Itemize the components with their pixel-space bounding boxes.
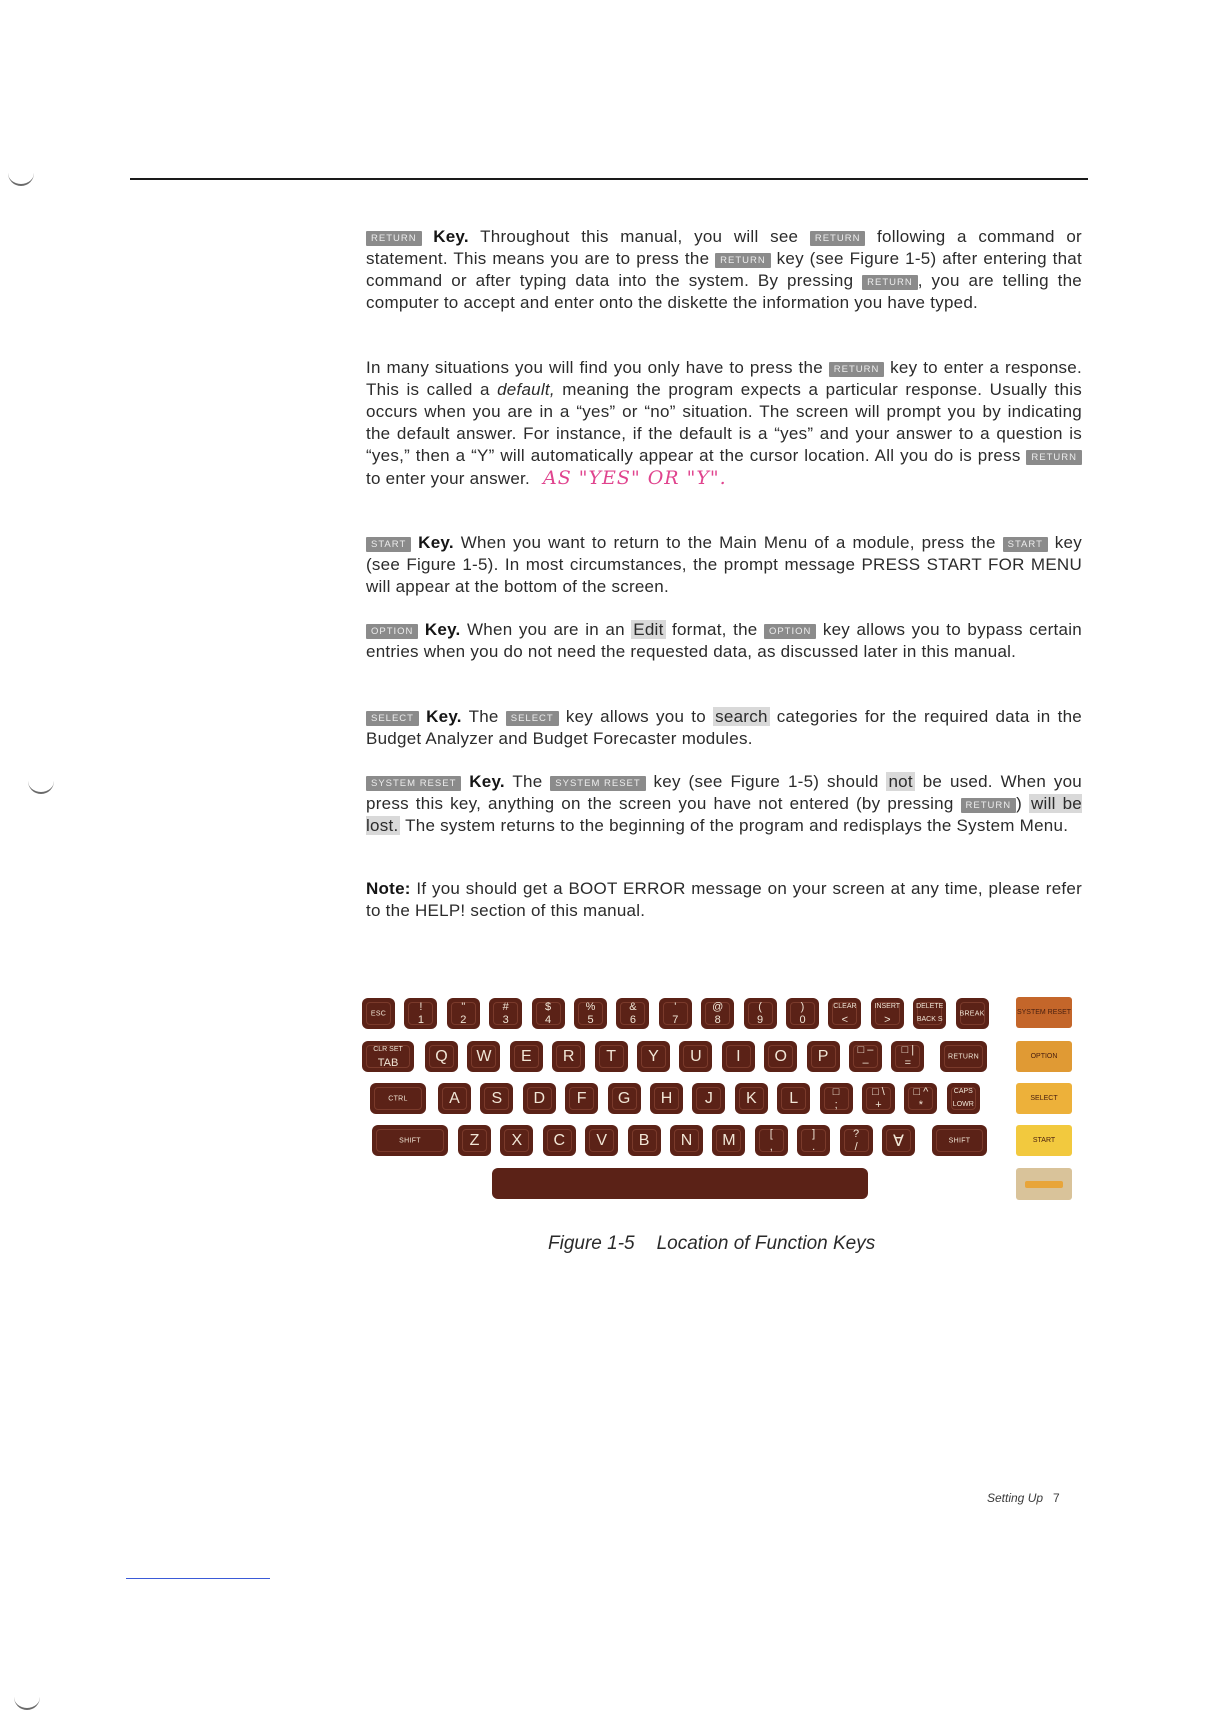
key-top-label: ( [758,1001,762,1013]
return-key-label: RETURN [810,231,866,246]
key-row2-extra-0 [849,1041,882,1072]
key-bottom-label: 8 [714,1014,721,1026]
key-label: R [562,1047,575,1065]
key-row1-4 [532,998,565,1029]
text: Throughout this manual, you will see [480,227,799,246]
paragraph-select-key [366,706,1082,750]
key-t [595,1041,628,1072]
key-shift-right [932,1125,987,1156]
text: be used. When you press this key, anything on the screen you have not entered (by pressing [366,772,1083,813]
system-reset-key-label: SYSTEM RESET [550,776,645,791]
key-label: Z [469,1131,480,1149]
key-w [467,1041,500,1072]
key-l [777,1083,810,1114]
key-z [458,1125,491,1156]
text: When you are in an [466,620,625,639]
key-e [510,1041,543,1072]
key-bottom-label: < [841,1014,849,1026]
key-row1-1 [404,998,437,1029]
key-bottom-label: / [854,1141,858,1153]
key-bottom-label: ; [834,1099,838,1111]
paragraph-system-reset-key [366,771,1082,837]
key-top-label: ] [812,1128,816,1140]
footer-section: Setting Up [987,1491,1044,1505]
text: If you should get a BOOT ERROR message on your screen at any time, please refer to the HELP! section of this manual. [366,879,1082,920]
key-n [670,1125,703,1156]
function-key-system-reset: SYSTEM RESET [1016,997,1072,1028]
text: key (see Figure 1-5) after entering that command or after typing data into the system. By pressing [366,249,1082,290]
key-label: D [533,1089,546,1107]
key-top-label: % [585,1001,596,1013]
key-label: V [596,1131,608,1149]
key-label: O [774,1047,787,1065]
key-row1-10 [786,998,819,1029]
key-row3-extra-2 [904,1083,937,1114]
key-ctrl [370,1083,426,1114]
scan-artifact-line [126,1578,270,1579]
return-key-label: RETURN [862,275,918,290]
text: format, the [672,620,758,639]
key-q [425,1041,458,1072]
return-key-label: RETURN [1026,450,1082,465]
key-g [608,1083,641,1114]
text: key (see Figure 1-5). In most circumstances, the prompt message PRESS START FOR MENU will appear at the bottom of the screen. [366,533,1082,596]
key-row1-8 [701,998,734,1029]
key-bottom-label: BACK S [916,1016,943,1023]
key-row1-13 [913,998,946,1029]
key-top-label: CAPS [953,1088,973,1095]
key-label: CTRL [388,1095,408,1102]
key-label: H [660,1089,673,1107]
key-label: G [617,1089,631,1107]
key-return [940,1041,987,1072]
key-top-label: CLEAR [833,1003,857,1010]
return-key-label: RETURN [961,798,1017,813]
key-bottom-label: 0 [799,1014,806,1026]
key-y [637,1041,670,1072]
key-label: ESC [370,1010,387,1017]
key-row1-7 [659,998,692,1029]
key-bottom-label: – [862,1057,869,1069]
key-label: F [576,1089,587,1107]
key-row1-11 [828,998,861,1029]
key-row1-14 [956,998,989,1029]
key-row1-3 [489,998,522,1029]
key-o [764,1041,797,1072]
key-a [438,1083,471,1114]
key-f [565,1083,598,1114]
text: ) [1016,794,1023,813]
scan-margin-mark [14,1696,40,1710]
key-label: SHIFT [399,1137,421,1144]
key-top-label: [ [769,1128,773,1140]
key-row1-5 [574,998,607,1029]
page-number: 7 [1053,1491,1060,1505]
handwritten-annotation: AS "YES" OR "Y". [543,467,727,489]
key-row1-0 [362,998,395,1029]
key-s [480,1083,513,1114]
key-top-label: □ [832,1086,840,1098]
option-key-label: OPTION [366,624,418,639]
key-r [552,1041,585,1072]
key-label: E [520,1047,532,1065]
start-key-label: START [366,537,411,552]
page-footer [987,1491,1060,1505]
key-h [650,1083,683,1114]
figure-number: Figure 1-5 [548,1233,635,1254]
key-label: X [511,1131,523,1149]
key-v [585,1125,618,1156]
key-heading: Key. [433,227,469,246]
function-key-start: START [1016,1125,1072,1156]
return-key-label: RETURN [715,253,771,268]
key-top-label: □ \ [872,1086,885,1098]
paragraph-default [366,357,1082,490]
text: key allows you to bypass certain entries when you do not need the requested data, as discussed later in this manual. [366,620,1082,661]
key-row4-extra-1 [797,1125,830,1156]
key-row2-extra-1 [891,1041,924,1072]
key-bottom-label: > [884,1014,891,1026]
key-top-label: ! [419,1001,423,1013]
key-bottom-label: 1 [417,1014,424,1026]
text: key to enter a response. This is called a [366,358,1082,399]
text: to enter your answer. [366,469,531,488]
key-atari [882,1125,915,1156]
select-key-label: SELECT [506,711,559,726]
edit-highlight: Edit [633,620,664,639]
text: When you want to return to the Main Menu of a module, press the [460,533,996,552]
key-label: BREAK [959,1010,985,1017]
key-label: Ɐ [893,1132,904,1150]
key-label: A [449,1089,460,1107]
key-top-label: ' [674,1001,677,1013]
key-label: T [606,1047,616,1065]
text: The system returns to the beginning of the program and redisplays the System Menu. [405,816,1069,835]
key-spacebar [492,1168,868,1199]
key-bottom-label: TAB [377,1057,399,1069]
key-k [735,1083,768,1114]
select-key-label: SELECT [366,711,419,726]
key-label: P [817,1047,829,1065]
key-d [523,1083,556,1114]
key-label: Q [435,1047,448,1065]
key-label: I [736,1047,741,1065]
text: meaning the program expects a particular response. Usually this occurs when you are in a “yes” or “no” situation. The screen will prompt you by indicating the default answer. For instance, if the default is a “yes” and your answer to a question is “yes,” then a “Y” will automatically appear at the cursor location. All you do is press [366,380,1082,465]
scan-margin-mark [8,172,34,186]
system-reset-key-label: SYSTEM RESET [366,776,461,791]
key-label: K [745,1089,757,1107]
key-caps [947,1083,980,1114]
key-bottom-label: 4 [545,1014,552,1026]
key-top-label: @ [712,1001,724,1013]
key-top-label: INSERT [874,1003,901,1010]
return-key-label: RETURN [366,231,422,246]
key-heading: Key. [426,707,462,726]
key-bottom-label: + [875,1099,882,1111]
key-label: C [553,1131,566,1149]
header-rule [130,178,1088,180]
paragraph-return-key [366,226,1082,314]
note-heading: Note: [366,879,411,898]
key-top-label: □ | [901,1044,915,1056]
default-term: default, [497,380,555,399]
key-heading: Key. [469,772,505,791]
key-label: SHIFT [948,1137,971,1144]
key-label: N [680,1131,693,1149]
key-shift-left [372,1125,448,1156]
paragraph-note [366,878,1082,922]
key-row4-extra-0 [755,1125,788,1156]
text: , you are telling the computer to accept and enter onto the diskette the information you have typed. [366,271,1082,312]
text: In many situations you will find you only have to press the [366,358,823,377]
key-bottom-label: = [904,1057,912,1069]
text: The [468,707,499,726]
function-key-blank [1016,1168,1072,1200]
key-row4-extra-2 [840,1125,873,1156]
key-bottom-label: 9 [757,1014,764,1026]
key-bottom-label: 5 [587,1014,594,1026]
key-bottom-label: LOWR [952,1101,974,1108]
key-p [807,1041,840,1072]
key-top-label: DELETE [916,1003,944,1010]
key-m [712,1125,745,1156]
key-row1-12 [871,998,904,1029]
key-bottom-label: 7 [672,1014,679,1026]
key-top-label: $ [545,1001,552,1013]
key-bottom-label: , [769,1141,773,1153]
key-label: Y [648,1047,659,1065]
start-key-label: START [1003,537,1048,552]
key-label: U [690,1047,702,1065]
key-heading: Key. [424,620,461,639]
key-bottom-label: 2 [460,1014,467,1026]
key-u [679,1041,712,1072]
search-highlight: search [715,707,768,726]
text: following a command or statement. This means you are to press the [366,227,1082,268]
will-be-lost-highlight: will be lost. [366,794,1082,835]
key-row1-9 [744,998,777,1029]
key-row1-2 [447,998,480,1029]
key-label: M [722,1131,736,1149]
key-top-label: & [629,1001,637,1013]
return-key-label: RETURN [829,362,885,377]
key-stripe [1025,1181,1063,1188]
key-i [722,1041,755,1072]
key-tab [362,1041,414,1072]
key-top-label: □ – [857,1044,874,1056]
key-top-label: ) [800,1001,805,1013]
key-row3-extra-1 [862,1083,895,1114]
key-top-label: □ ^ [913,1086,929,1098]
key-x [500,1125,533,1156]
key-row1-6 [616,998,649,1029]
function-key-option: OPTION [1016,1041,1072,1072]
scan-margin-mark [28,780,54,794]
key-top-label: ? [853,1128,860,1140]
text: key allows you to [565,707,706,726]
key-label: L [789,1089,799,1107]
option-key-label: OPTION [764,624,816,639]
key-bottom-label: . [812,1141,816,1153]
key-label: S [491,1089,503,1107]
text: key (see Figure 1-5) should [653,772,879,791]
function-key-select: SELECT [1016,1083,1072,1114]
key-top-label: CLR SET [373,1046,403,1053]
key-c [543,1125,576,1156]
figure-caption [548,1233,875,1255]
paragraph-start-key [366,532,1082,598]
key-row3-extra-0 [820,1083,853,1114]
key-label: J [704,1089,713,1107]
key-bottom-label: * [918,1099,924,1111]
text: categories for the required data in the Budget Analyzer and Budget Forecaster modules. [366,707,1082,748]
paragraph-option-key [366,619,1082,663]
key-j [692,1083,725,1114]
text: The [512,772,543,791]
key-top-label: " [461,1001,466,1013]
key-heading: Key. [418,533,454,552]
key-bottom-label: 6 [629,1014,636,1026]
key-label: W [476,1047,492,1065]
figure-title: Location of Function Keys [656,1233,876,1254]
key-top-label: # [502,1001,509,1013]
key-bottom-label: 3 [502,1014,509,1026]
key-label: RETURN [948,1053,979,1060]
not-highlight: not [888,772,913,791]
key-b [628,1125,661,1156]
key-label: B [638,1131,650,1149]
